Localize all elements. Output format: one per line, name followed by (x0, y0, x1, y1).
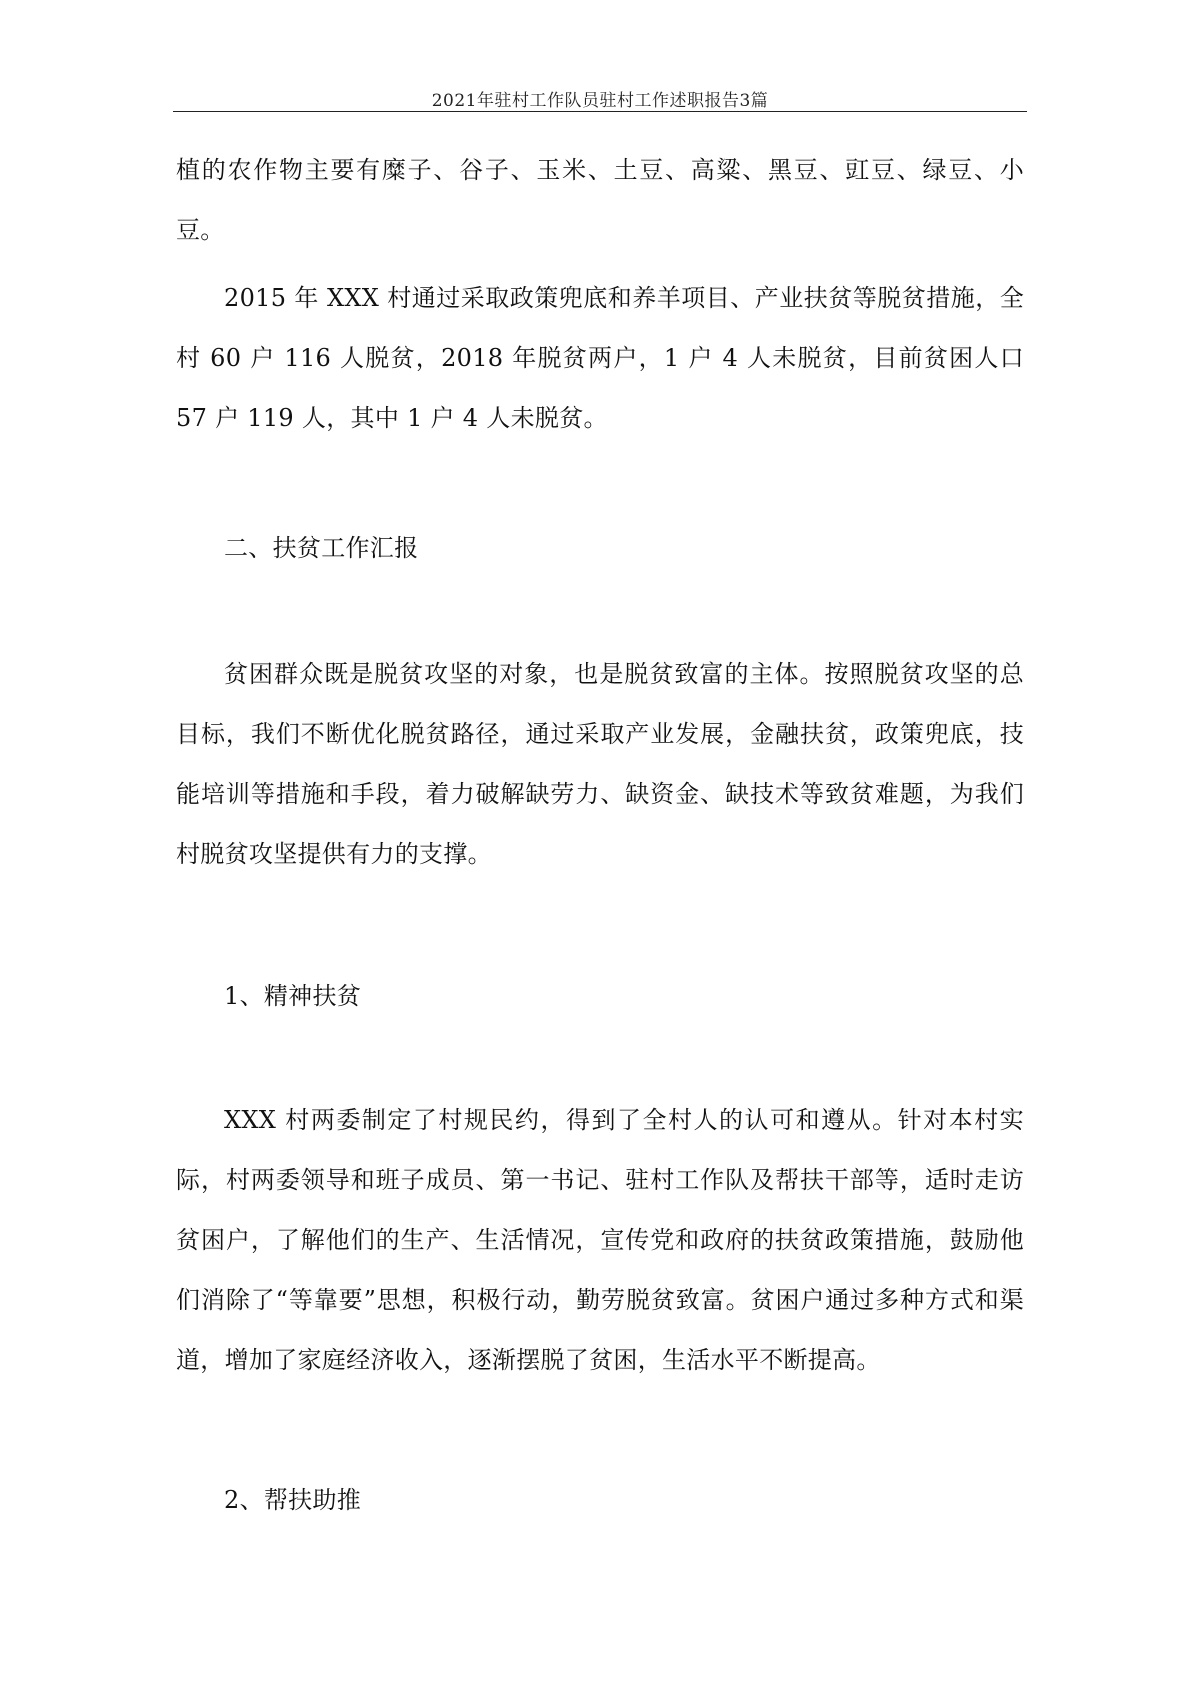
header-divider (173, 111, 1027, 112)
subheading-spiritual-aid: 1、精神扶贫 (224, 982, 362, 1010)
paragraph-poverty-stats: 2015 年 XXX 村通过采取政策兜底和养羊项目、产业扶贫等脱贫措施，全村 60 户 116 人脱贫，2018 年脱贫两户，1 户 4 人未脱贫，目前贫困人口 57 户 119 人，其中 1 户 4 人未脱贫。 (176, 284, 1024, 432)
paragraph-spiritual-aid: XXX 村两委制定了村规民约，得到了全村人的认可和遵从。针对本村实际，村两委领导和班子成员、第一书记、驻村工作队及帮扶干部等，适时走访贫困户，了解他们的生产、生活情况，宣传党和政府的扶贫政策措施，鼓励他们消除了“等靠要”思想，积极行动，勤劳脱贫致富。贫困户通过多种方式和渠道，增加了家庭经济收入，逐渐摆脱了贫困，生活水平不断提高。 (176, 1106, 1024, 1374)
subheading-assistance: 2、帮扶助推 (224, 1486, 362, 1514)
section-heading-poverty-report: 二、扶贫工作汇报 (224, 534, 419, 562)
page-header-title: 2021年驻村工作队员驻村工作述职报告3篇 (431, 91, 769, 111)
paragraph-crops: 植的农作物主要有糜子、谷子、玉米、土豆、高粱、黑豆、豇豆、绿豆、小豆。 (176, 156, 1024, 244)
paragraph-poverty-goals: 贫困群众既是脱贫攻坚的对象，也是脱贫致富的主体。按照脱贫攻坚的总目标，我们不断优化脱贫路径，通过采取产业发展，金融扶贫，政策兜底，技能培训等措施和手段，着力破解缺劳力、缺资金、缺技术等致贫难题，为我们村脱贫攻坚提供有力的支撑。 (176, 660, 1024, 868)
